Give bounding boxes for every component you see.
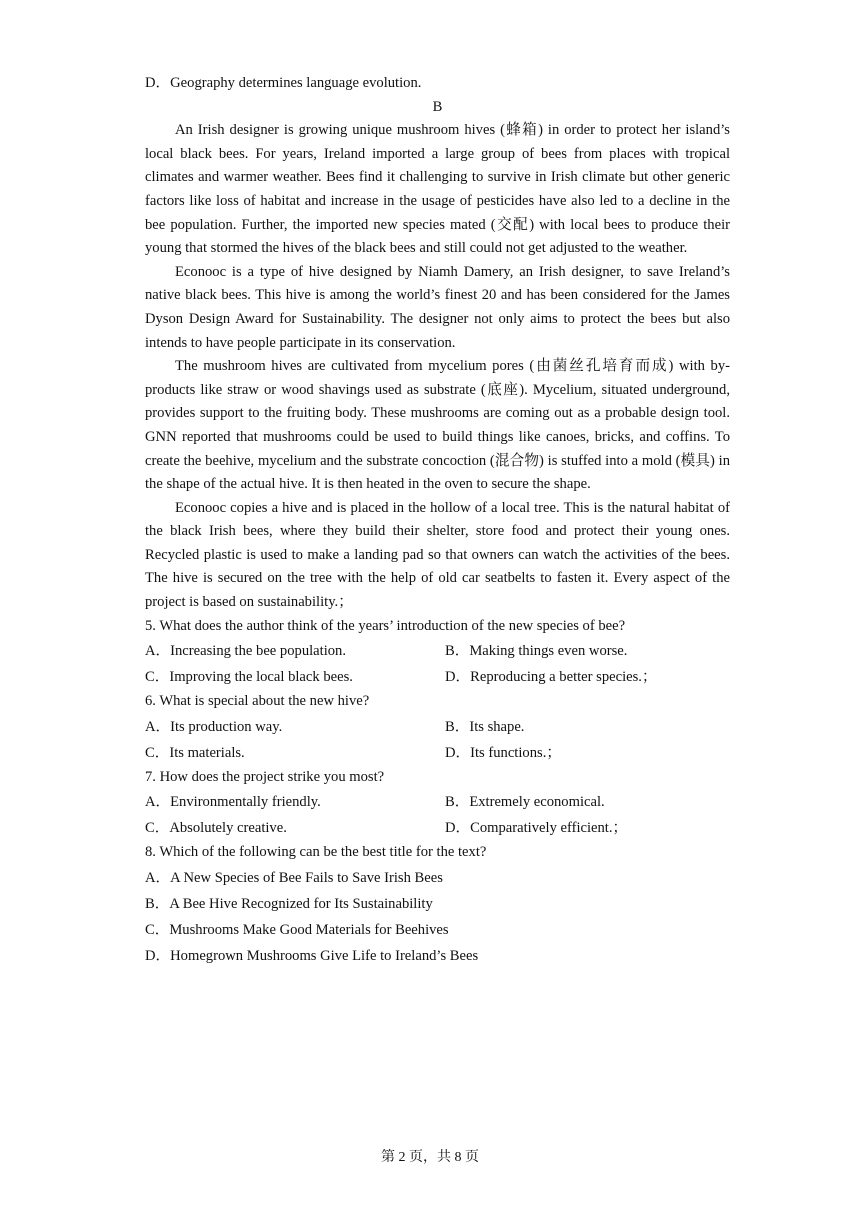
passage-paragraph-4: Econooc copies a hive and is placed in the hollow of a local tree. This is the natural habitat of the black Irish bees, where they build their shelter, store food and protect their young ones. Recycled plastic is used to make a landing pad so that owners can watch the activities of the bees. The hive is secured on the tree with the help of old car seatbelts to fasten it. Every aspect of the project is based on sustainability.； bbox=[145, 499, 730, 611]
option-b: B．Extremely economical. bbox=[445, 794, 605, 811]
option-b: B．A Bee Hive Recognized for Its Sustainability bbox=[145, 896, 433, 913]
page-number-footer: 第 2 页，共 8 页 bbox=[381, 1150, 479, 1165]
option-a: A．Its production way. bbox=[145, 718, 283, 735]
option-b: B．Making things even worse. bbox=[445, 643, 628, 660]
question-stem: 8. Which of the following can be the best title for the text? bbox=[145, 844, 487, 861]
option-a: A．Environmentally friendly. bbox=[145, 794, 321, 811]
question-6 bbox=[145, 690, 730, 766]
option-d: D．Its functions.； bbox=[445, 744, 561, 761]
option-b: B．Its shape. bbox=[445, 718, 525, 735]
question-5 bbox=[145, 615, 730, 691]
option-c: C．Improving the local black bees. bbox=[145, 669, 353, 686]
option-d: D．Reproducing a better species.； bbox=[445, 669, 657, 686]
passage-paragraph-1: An Irish designer is growing unique mushroom hives (蜂箱) in order to protect her island’s local black bees. For years, Ireland imported a large group of bees from places with tropical climates and warmer weather. Bees find it challenging to survive in Irish climate but other generic factors like loss of habitat and increase in the usage of pesticides have also led to a decline in the bee population. Further, the imported new species mated (交配) with local bees to produce their young that stormed the hives of the black bees and still could not get adjusted to the weather. bbox=[145, 122, 730, 257]
question-7 bbox=[145, 766, 730, 842]
document-content bbox=[145, 72, 730, 969]
passage-section-label: B bbox=[432, 98, 443, 115]
passage-paragraph-3: The mushroom hives are cultivated from mycelium pores (由菌丝孔培育而成) with by-products like straw or wood shavings used as substrate (底座). Mycelium, situated underground, provides support to the fruiting body. These mushrooms are coming out as a probable design tool. GNN reported that mushrooms could be used to build things like canoes, bricks, and coffins. To create the beehive, mycelium and the substrate concoction (混合物) is stuffed into a mold (模具) in the shape of the actual hive. It is then heated in the oven to secure the shape. bbox=[145, 358, 730, 493]
option-d: D．Comparatively efficient.； bbox=[445, 820, 628, 837]
option-a: A．Increasing the bee population. bbox=[145, 643, 347, 660]
option-a: A．A New Species of Bee Fails to Save Irish Bees bbox=[145, 870, 443, 887]
previous-question-option-d: D．Geography determines language evolution. bbox=[145, 75, 422, 91]
option-d: D．Homegrown Mushrooms Give Life to Ireland’s Bees bbox=[145, 948, 479, 965]
option-c: C．Absolutely creative. bbox=[145, 820, 287, 837]
question-stem: 6. What is special about the new hive? bbox=[145, 693, 370, 710]
passage-paragraph-2: Econooc is a type of hive designed by Niamh Damery, an Irish designer, to save Ireland’s native black bees. This hive is among the world’s finest 20 and has been considered for the James Dyson Design Award for Sustainability. The designer not only aims to protect the bees but also intends to have people participate in its conservation. bbox=[145, 263, 730, 351]
option-c: C．Its materials. bbox=[145, 744, 245, 761]
option-c: C．Mushrooms Make Good Materials for Beehives bbox=[145, 922, 449, 939]
question-8 bbox=[145, 841, 730, 969]
question-stem: 5. What does the author think of the years’ introduction of the new species of bee? bbox=[145, 617, 626, 634]
passage bbox=[145, 119, 730, 614]
question-stem: 7. How does the project strike you most? bbox=[145, 768, 385, 785]
